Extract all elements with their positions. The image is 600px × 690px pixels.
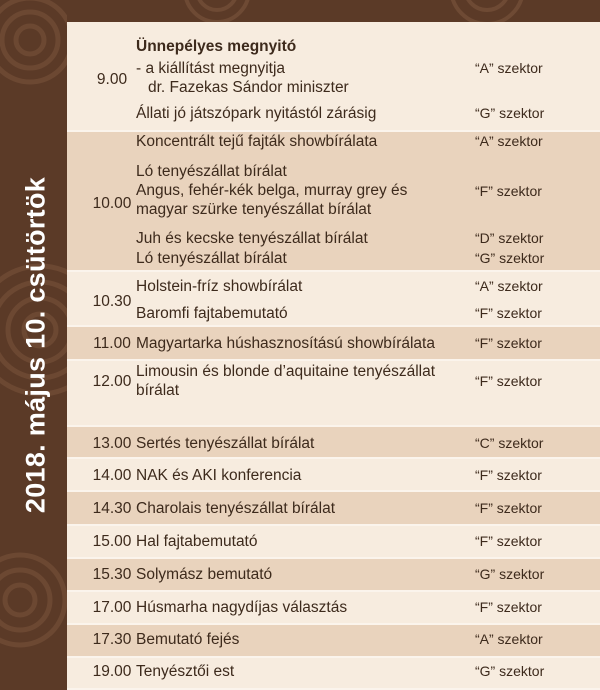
- event-time: 14.00: [92, 467, 132, 484]
- event-title-line: Koncentrált tejű fajták showbírálata: [136, 133, 378, 150]
- event-title: [136, 59, 349, 97]
- event-sector: “F” szektor: [475, 467, 542, 483]
- event-title-line: Állati jó játszópark nyitástól zárásig: [136, 105, 377, 122]
- event-sector: “F” szektor: [475, 335, 542, 351]
- swirl-pattern-top: [67, 0, 600, 22]
- event-title: [136, 334, 435, 353]
- event-time: 19.00: [92, 663, 132, 680]
- event-title-line: Ló tenyészállat bírálat: [136, 250, 287, 267]
- event-sector: “G” szektor: [475, 566, 545, 582]
- program-schedule: [67, 22, 600, 680]
- event-sector: “C” szektor: [475, 435, 544, 451]
- event-time: 15.30: [92, 566, 132, 583]
- event-time: 15.00: [92, 533, 132, 550]
- event-title-line: Angus, fehér-kék belga, murray grey és: [136, 182, 408, 199]
- event-time: 13.00: [92, 435, 132, 452]
- event-title: [136, 229, 368, 248]
- event-title-line: Holstein-fríz showbírálat: [136, 278, 303, 295]
- event-sector: “F” szektor: [475, 599, 542, 615]
- event-sector: “F” szektor: [475, 305, 542, 321]
- event-title: [136, 277, 302, 296]
- event-title: [136, 37, 296, 56]
- event-sector: “G” szektor: [475, 105, 545, 121]
- event-sector: “F” szektor: [475, 533, 542, 549]
- event-title-line: magyar szürke tenyészállat bírálat: [136, 201, 372, 218]
- event-sector: “G” szektor: [475, 250, 545, 266]
- event-title-line: - a kiállítást megnyitja: [136, 60, 286, 77]
- event-title: [136, 662, 234, 681]
- event-title-line: Bemutató fejés: [136, 631, 240, 648]
- event-time: 14.30: [92, 500, 132, 517]
- event-title: [136, 434, 314, 453]
- event-title-line: Húsmarha nagydíjas választás: [136, 599, 348, 616]
- event-title: [136, 304, 288, 323]
- event-title: [136, 532, 258, 551]
- event-sector: “A” szektor: [475, 278, 543, 294]
- event-title: [136, 362, 435, 400]
- event-title-line: Limousin és blonde d’aquitaine tenyészállat: [136, 363, 436, 380]
- event-title: [136, 104, 376, 123]
- event-title-line: Ló tenyészállat bírálat: [136, 163, 287, 180]
- event-title-line: Solymász bemutató: [136, 566, 273, 583]
- event-title-line: Magyartarka húshasznosítású showbírálata: [136, 335, 435, 352]
- event-date: 2018. május 10. csütörtök: [20, 176, 51, 514]
- event-title: [136, 565, 272, 584]
- event-time: 17.30: [92, 631, 132, 648]
- event-title: [136, 132, 377, 151]
- event-title-line: Juh és kecske tenyészállat bírálat: [136, 230, 368, 247]
- event-title-line: bírálat: [136, 382, 180, 399]
- event-time: 17.00: [92, 599, 132, 616]
- event-title: [136, 162, 407, 219]
- event-title: [136, 466, 301, 485]
- event-time: 12.00: [92, 373, 132, 390]
- event-sector: “A” szektor: [475, 133, 543, 149]
- event-title-line: Charolais tenyészállat bírálat: [136, 500, 336, 517]
- date-sidebar: [0, 0, 67, 662]
- event-title-line: Baromfi fajtabemutató: [136, 305, 288, 322]
- event-sector: “F” szektor: [475, 183, 542, 199]
- event-title-line: Hal fajtabemutató: [136, 533, 258, 550]
- event-title-line: NAK és AKI konferencia: [136, 467, 302, 484]
- event-title-line: Ünnepélyes megnyitó: [136, 38, 297, 55]
- event-sector: “D” szektor: [475, 230, 544, 246]
- event-title: [136, 499, 335, 518]
- event-time: 9.00: [96, 71, 128, 88]
- event-title-line: dr. Fazekas Sándor miniszter: [148, 79, 349, 96]
- event-title-line: Tenyésztői est: [136, 663, 235, 680]
- event-time: 10.30: [92, 293, 132, 310]
- event-title: [136, 630, 239, 649]
- event-sector: “F” szektor: [475, 500, 542, 516]
- top-banner: [67, 0, 600, 22]
- event-title-line: Sertés tenyészállat bírálat: [136, 435, 315, 452]
- event-title: [136, 249, 287, 268]
- event-time: 10.00: [92, 195, 132, 212]
- event-sector: “A” szektor: [475, 631, 543, 647]
- event-title: [136, 598, 347, 617]
- event-sector: “A” szektor: [475, 60, 543, 76]
- event-sector: “F” szektor: [475, 373, 542, 389]
- event-time: 11.00: [93, 335, 131, 352]
- event-sector: “G” szektor: [475, 663, 545, 679]
